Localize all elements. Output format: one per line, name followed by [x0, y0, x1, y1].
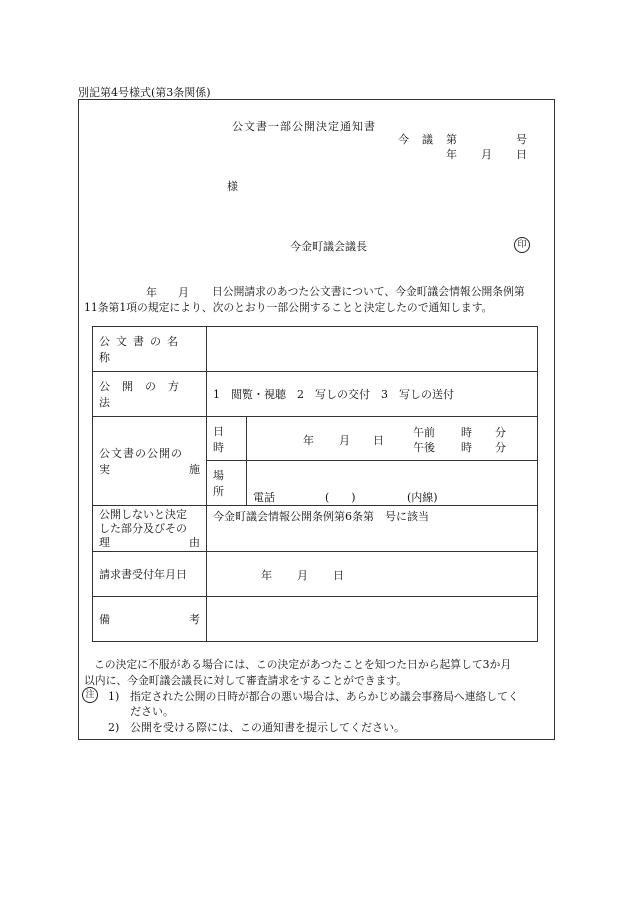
pm-hour: 時	[461, 441, 472, 454]
reason-label-yu: 由	[189, 536, 200, 549]
doc-name-label-text: 公文書の名称	[99, 335, 184, 364]
table-row	[93, 597, 538, 642]
remarks-label-cell	[93, 597, 207, 642]
phone-label: 電話	[253, 491, 275, 504]
date-day: 日	[516, 148, 527, 161]
pm-minute: 分	[495, 441, 506, 454]
impl-label-line1: 公文書の公開の	[99, 447, 183, 460]
am-hour: 時	[461, 426, 472, 439]
method-label-cell	[93, 372, 207, 417]
received-label: 請求書受付年月日	[93, 552, 207, 597]
dt-year: 年	[303, 434, 314, 447]
document-title: 公文書一部公開決定通知書	[232, 120, 376, 133]
impl-label-cell	[93, 417, 207, 506]
reason-label-line1: 公開しないと決定	[99, 508, 187, 521]
body-line2: 11条第1項の規定により、次のとおり一部公開することと決定したので通知します。	[84, 301, 493, 314]
am-label: 午前	[413, 426, 435, 439]
impl-label-jitsu: 実	[99, 463, 110, 476]
datetime-label: 日時	[207, 417, 247, 461]
doc-name-value	[207, 327, 538, 372]
table-row	[93, 327, 538, 372]
doc-name-label-cell	[93, 327, 207, 372]
reason-label-ri: 理	[99, 536, 110, 549]
table-row	[93, 417, 538, 461]
remarks-value	[207, 597, 538, 642]
reason-label-line2: した部分及びその	[99, 522, 187, 535]
extension-label: (内線)	[407, 491, 438, 504]
impl-label-line2	[99, 461, 200, 477]
table-row	[93, 372, 538, 417]
note2-line1: 公開を受ける際には、この通知書を提示してください。	[130, 721, 405, 734]
doc-name-label	[99, 333, 200, 365]
impl-label-shi: 施	[189, 463, 200, 476]
note-mark-icon: 注	[82, 687, 98, 703]
received-value	[207, 552, 538, 597]
appeal-line1: この決定に不服がある場合には、この決定があつたことを知つた日から起算して3か月	[94, 658, 512, 671]
phone-paren: ( )	[325, 491, 356, 504]
method-label: 公開の方法	[99, 380, 191, 409]
note1-line2: ださい。	[130, 705, 174, 718]
date-month: 月	[481, 148, 492, 161]
method-value: 1 閲覧・視聴 2 写しの交付 3 写しの送付	[207, 372, 538, 417]
body-month: 月	[178, 286, 189, 299]
datetime-value	[247, 417, 538, 461]
notice-table	[92, 326, 538, 642]
doc-number-dai: 第	[446, 133, 457, 146]
note2-number: 2)	[108, 721, 120, 734]
remarks-label	[99, 611, 200, 627]
place-value	[247, 461, 538, 506]
dt-month: 月	[339, 434, 350, 447]
rc-month: 月	[297, 569, 308, 582]
body-year: 年	[146, 286, 157, 299]
rc-year: 年	[261, 569, 272, 582]
remarks-label-bi: 備	[99, 613, 110, 626]
doc-number-mid: 議	[422, 133, 433, 146]
remarks-label-kou: 考	[189, 613, 200, 626]
reason-value: 今金町議会情報公開条例第6条第 号に該当	[207, 506, 538, 552]
am-minute: 分	[495, 426, 506, 439]
reason-label-cell	[93, 506, 207, 552]
appeal-line2: 以内に、今金町議会議長に対して審査請求をすることができます。	[84, 674, 408, 687]
body-line1: 日公開請求のあつた公文書について、今金町議会情報公開条例第	[212, 285, 525, 298]
date-year: 年	[446, 148, 457, 161]
form-label: 別記第4号様式(第3条関係)	[78, 86, 211, 99]
note1-number: 1)	[108, 690, 120, 703]
issuer-name: 今金町議会議長	[290, 240, 367, 253]
pm-label: 午後	[413, 441, 435, 454]
note1-line1: 指定された公開の日時が都合の悪い場合は、あらかじめ議会事務局へ連絡してく	[130, 690, 519, 703]
place-label: 場所	[207, 461, 247, 506]
doc-number-go: 号	[516, 133, 527, 146]
rc-day: 日	[333, 569, 344, 582]
addressee-suffix: 様	[227, 180, 238, 193]
table-row	[93, 552, 538, 597]
doc-number-prefix: 今	[398, 133, 409, 146]
reason-label-line3	[99, 536, 200, 550]
dt-day: 日	[373, 434, 384, 447]
seal-mark: 印	[514, 237, 530, 253]
table-row	[93, 506, 538, 552]
